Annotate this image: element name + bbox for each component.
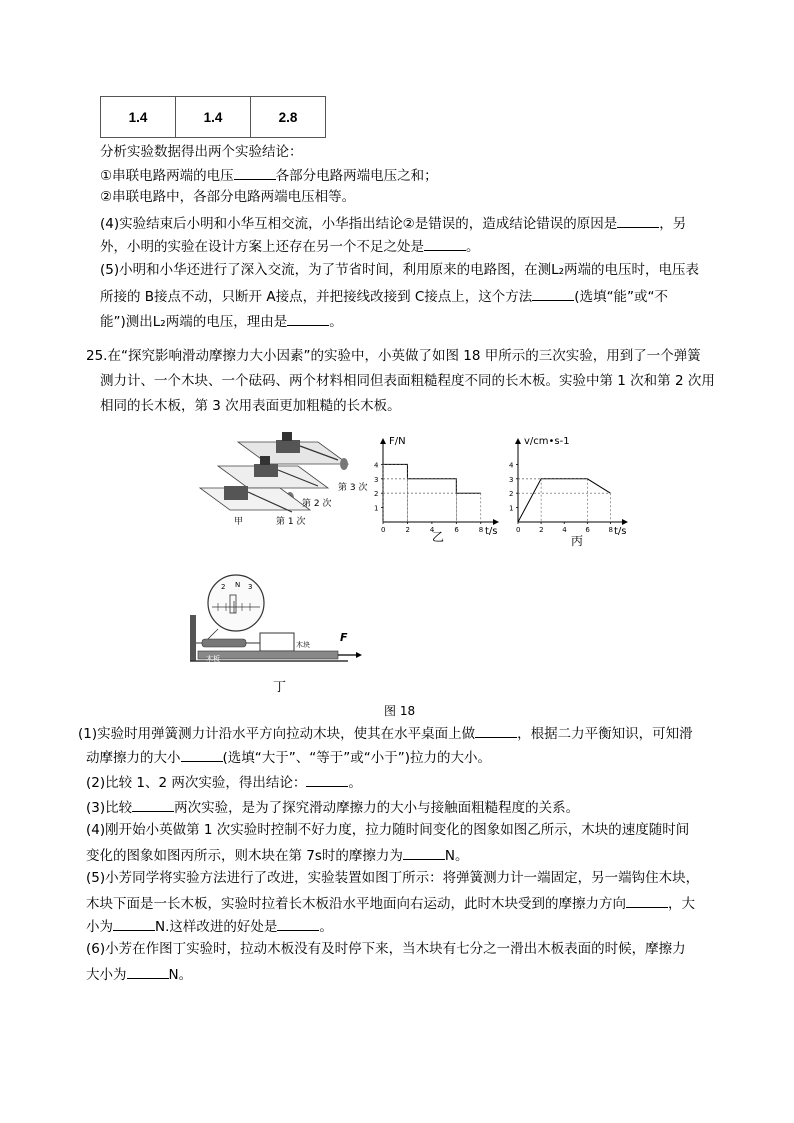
chart-bing-ytick-label: 1 (509, 504, 514, 513)
chart-yi-ytick-label: 3 (374, 475, 379, 484)
chart-bing-ytick-label: 3 (509, 475, 514, 484)
sub-question-5-line-2: 木块下面是一长木板，实验时拉着长木板沿水平地面向右运动，此时木块受到的摩擦力方向 ，大 (86, 893, 695, 913)
ding-force-label: F (340, 631, 348, 644)
answer-blank[interactable] (132, 797, 174, 812)
analysis-heading: 分析实验数据得出两个实验结论： (100, 144, 303, 160)
question-4-line-1: (4)实验结束后小明和小华互相交流，小华指出结论②是错误的，造成结论错误的原因是 ，另 (100, 213, 686, 233)
figure-jia-label: 甲 (234, 517, 244, 527)
run-1-label: 第 1 次 (276, 517, 306, 527)
sub-question-2: (2)比较 1、2 两次实验，得出结论： 。 (86, 772, 362, 792)
table-cell: 1.4 (176, 97, 251, 138)
sub-question-3: (3)比较 两次实验，是为了探究滑动摩擦力的大小与接触面粗糙程度的关系。 (86, 797, 579, 817)
answer-blank[interactable] (306, 772, 348, 787)
data-table (100, 96, 326, 138)
table-cell: 2.8 (251, 97, 326, 138)
chart-bing-series-line (518, 479, 610, 522)
table-cell: 1.4 (101, 97, 176, 138)
sub-question-6-line-2: 大小为 N。 (86, 964, 192, 984)
ding-spring-scale (196, 639, 260, 647)
answer-blank[interactable] (234, 165, 276, 180)
chart-yi-xtick-label: 4 (429, 526, 435, 534)
chart-yi-ytick-label: 2 (374, 490, 379, 499)
question-4-line-2: 外，小明的实验在设计方案上还存在另一个不足之处是 。 (100, 236, 480, 256)
chart-yi-ytick-label: 1 (374, 504, 379, 513)
sub-question-5-line-1: (5)小芳同学将实验方法进行了改进，实验装置如图丁所示：将弹簧测力计一端固定，另一端钩住木块， (86, 870, 700, 886)
answer-blank[interactable] (181, 747, 223, 762)
question-5-line-1: (5)小明和小华还进行了深入交流，为了节省时间，利用原来的电路图，在测L₂两端的电压时，电压表 (100, 262, 700, 278)
chart-bing-ylabel: v/cm•s-1 (524, 436, 570, 447)
answer-blank[interactable] (287, 311, 329, 326)
chart-yi-xtick-label: 0 (381, 526, 386, 534)
figure-bing-label: 丙 (571, 534, 584, 548)
chart-yi-ytick-label: 4 (374, 461, 379, 470)
chart-yi-axes (380, 438, 499, 525)
figure-jia (198, 428, 368, 528)
ding-scale-3: 3 (248, 583, 253, 591)
sub-question-1-line-1: (1)实验时用弹簧测力计沿水平方向拉动木块，使其在水平桌面上做 ，根据二力平衡知识，可知滑 (78, 723, 693, 743)
answer-blank[interactable] (475, 723, 517, 738)
ding-scale-2: 2 (221, 583, 226, 591)
chart-bing-xtick-label: 4 (562, 526, 567, 534)
question-25-intro-3: 相同的长木板，第 3 次用表面更加粗糙的长木板。 (100, 398, 401, 414)
table-row (101, 97, 326, 138)
chart-yi-xtick-label: 8 (478, 526, 484, 534)
answer-blank[interactable] (532, 286, 574, 301)
chart-yi-xtick-label: 2 (405, 526, 410, 534)
answer-blank[interactable] (113, 916, 155, 931)
answer-blank[interactable] (424, 236, 466, 251)
answer-blank[interactable] (277, 916, 319, 931)
chart-bing-xlabel: t/s (614, 526, 627, 535)
sub-question-6-line-1: (6)小芳在作图丁实验时，拉动木板没有及时停下来，当木块有七分之一滑出木板表面的时候，摩擦力 (86, 941, 686, 957)
ding-scale-N: N (235, 581, 241, 589)
answer-blank[interactable] (617, 213, 659, 228)
chart-bing-axes (515, 438, 628, 525)
figure-yi-label: 乙 (432, 530, 445, 544)
chart-yi-xtick-label: 6 (454, 526, 459, 534)
answer-blank[interactable] (626, 893, 668, 908)
question-25-intro-1: 25.在“探究影响滑动摩擦力大小因素”的实验中，小英做了如图 18 甲所示的三次实验，用到了一个弹簧 (86, 348, 701, 364)
chart-bing-xtick-label: 0 (516, 526, 521, 534)
question-25-intro-2: 测力计、一个木块、一个砝码、两个材料相同但表面粗糙程度不同的长木板。实验中第 1 次和第 2 次用 (100, 373, 715, 389)
chart-bing-ytick-label: 2 (509, 490, 514, 499)
ding-board-label: 木板 (206, 655, 220, 663)
ding-block (260, 633, 294, 651)
chart-bing-xtick-label: 8 (608, 526, 613, 534)
ding-magnifier (208, 575, 264, 631)
run-1-apparatus (200, 486, 310, 512)
sub-question-4-line-1: (4)刚开始小英做第 1 次实验时控制不好力度，拉力随时间变化的图象如图乙所示，木块的速度随时间 (86, 822, 690, 838)
sub-question-5-line-3: 小为 N.这样改进的好处是 。 (86, 916, 333, 936)
figure-ding (188, 565, 368, 670)
chart-bing-xtick-label: 2 (539, 526, 544, 534)
chart-yi (365, 430, 510, 535)
conclusion-2: ②串联电路中，各部分电路两端电压相等。 (100, 189, 356, 205)
answer-blank[interactable] (403, 845, 445, 860)
chart-yi-ylabel: F/N (389, 436, 406, 447)
question-5-line-3: 能”)测出L₂两端的电压，理由是 。 (100, 311, 343, 331)
answer-blank[interactable] (127, 964, 169, 979)
chart-bing-xtick-label: 6 (585, 526, 590, 534)
chart-bing-ytick-label: 4 (509, 461, 514, 470)
chart-yi-xlabel: t/s (485, 526, 498, 535)
conclusion-1: ①串联电路两端的电压 各部分电路两端电压之和； (100, 165, 438, 185)
figure-caption: 图 18 (384, 704, 416, 718)
figure-ding-label: 丁 (273, 680, 287, 695)
sub-question-1-line-2: 动摩擦力的大小 (选填“大于”、“等于”或“小于”)拉力的大小。 (86, 747, 491, 767)
ding-block-label: 木块 (296, 641, 310, 649)
run-2-label: 第 2 次 (302, 499, 332, 509)
sub-question-4-line-2: 变化的图象如图丙所示，则木块在第 7s时的摩擦力为 N。 (86, 845, 469, 865)
question-5-line-2: 所接的 B接点不动，只断开 A接点，并把接线改接到 C接点上，这个方法 (选填“能”或“不 (100, 286, 668, 306)
run-3-label: 第 3 次 (338, 483, 368, 493)
chart-bing (500, 430, 640, 535)
